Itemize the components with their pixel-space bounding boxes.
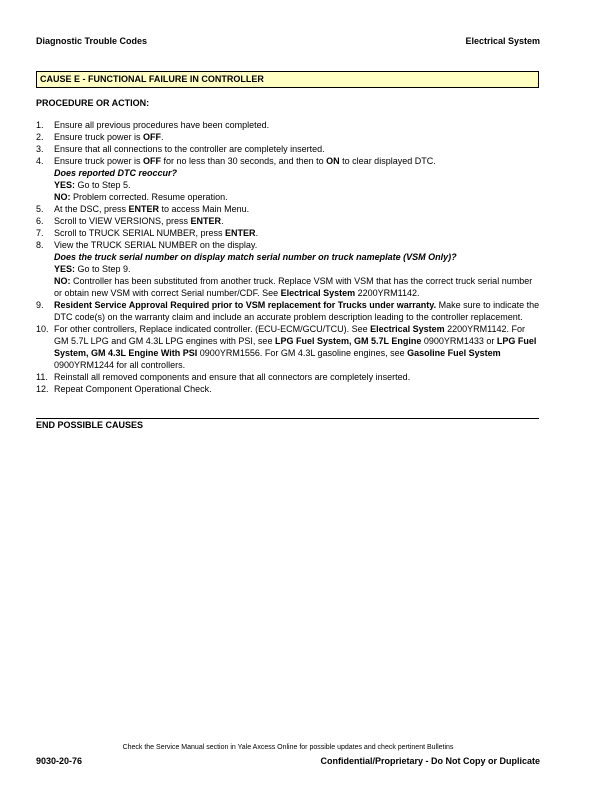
text-segment: Does the truck serial number on display match serial number on truck nameplate (VSM Only)? [54,252,457,262]
end-possible-causes: END POSSIBLE CAUSES [36,420,144,430]
text-segment: Reinstall all removed components and ensure that all connectors are completely inserted. [54,372,411,382]
text-segment: 2200YRM1142. For GM 5.7L LPG and GM 4.3L LPG engines with PSI, see [54,324,526,346]
step-text [54,119,541,131]
text-segment: Ensure truck power is [54,156,144,166]
text-segment: At the DSC, press [54,204,129,214]
procedure-step [36,239,541,299]
text-segment: . [255,228,259,238]
text-segment: Scroll to VIEW VERSIONS, press [54,216,191,226]
procedure-step [36,143,541,155]
header-chapter-title: Electrical System [465,36,540,46]
step-number: 10. [36,324,49,334]
text-segment: Does reported DTC reoccur? [54,168,178,178]
procedure-step [36,383,541,395]
text-segment: Controller has been substituted from another truck. Replace VSM with VSM that has the correct truck serial number or obtain new VSM with correct Serial number/CDF. See [54,276,533,298]
procedure-step [36,155,541,203]
step-subline [54,191,541,203]
text-segment: Electrical System [280,288,356,298]
text-segment: Go to Step 9. [75,264,131,274]
text-segment: ON [326,156,340,166]
step-number: 9. [36,300,44,310]
procedure-steps-list [36,119,541,395]
text-segment: LPG Fuel System, GM 4.3L Engine With PSI [54,336,537,358]
step-number: 1. [36,120,44,130]
step-number: 7. [36,228,44,238]
text-segment: 0900YRM1556. For GM 4.3L gasoline engines, see [197,348,408,358]
step-number: 4. [36,156,44,166]
text-segment: ENTER [128,204,160,214]
procedure-step [36,299,541,323]
step-text [54,227,541,239]
procedure-step [36,131,541,143]
text-segment: ENTER [225,228,256,238]
text-segment: Go to Step 5. [75,180,131,190]
procedure-step [36,203,541,215]
procedure-step [36,323,541,371]
text-segment: Scroll to TRUCK SERIAL NUMBER, press [54,228,226,238]
text-segment: Gasoline Fuel System [407,348,501,358]
text-segment: YES: [54,264,76,274]
text-segment: Repeat Component Operational Check. [54,384,212,394]
procedure-step [36,215,541,227]
procedure-step [36,119,541,131]
text-segment: View the TRUCK SERIAL NUMBER on the display. [54,240,258,250]
text-segment: . [161,132,164,142]
cause-title-box: CAUSE E - FUNCTIONAL FAILURE IN CONTROLLER [36,71,539,88]
text-segment: Electrical System [370,324,445,334]
text-segment: for no less than 30 seconds, and then to [161,156,327,166]
step-subline [54,275,541,299]
step-text [54,299,541,323]
text-segment: Ensure all previous procedures have been completed. [54,120,270,130]
text-segment: to access Main Menu. [159,204,250,214]
step-number: 3. [36,144,44,154]
step-text [54,155,541,167]
procedure-label: PROCEDURE OR ACTION: [36,98,150,108]
text-segment: NO: [54,276,71,286]
step-number: 12. [36,384,49,394]
step-number: 6. [36,216,44,226]
step-subline [54,167,541,179]
procedure-step [36,227,541,239]
step-subline [54,179,541,191]
text-segment: ENTER [190,216,222,226]
text-segment: YES: [54,180,76,190]
text-segment: to clear displayed DTC. [339,156,436,166]
footer-note: Check the Service Manual section in Yale Axcess Online for possible updates and check pertinent Bulletins [122,744,454,751]
step-number: 5. [36,204,44,214]
step-text [54,203,541,215]
text-segment: Ensure truck power is [54,132,144,142]
step-text [54,239,541,251]
step-text [54,371,541,383]
step-text [54,215,541,227]
step-subline [54,251,541,263]
text-segment: Resident Service Approval Required prior to VSM replacement for Trucks under warranty. [54,300,437,310]
text-segment: Problem corrected. Resume operation. [70,192,228,202]
step-text [54,323,541,371]
text-segment: For other controllers, Replace indicated controller. (ECU-ECM/GCU/TCU). See [54,324,371,334]
text-segment: Ensure that all connections to the controller are completely inserted. [54,144,325,154]
text-segment: NO: [54,192,71,202]
step-text [54,131,541,143]
text-segment: 0900YRM1244 for all controllers. [54,360,186,370]
step-number: 8. [36,240,44,250]
text-segment: LPG Fuel System, GM 5.7L Engine [274,336,422,346]
text-segment: OFF [143,132,162,142]
end-divider [36,418,539,419]
header-section-title: Diagnostic Trouble Codes [36,36,148,46]
text-segment: OFF [143,156,162,166]
step-number: 11. [36,372,48,382]
text-segment: Make sure to indicate the DTC code(s) on the warranty claim and include an accurate problem description leading to the controller replacement. [54,300,540,322]
confidentiality-notice: Confidential/Proprietary - Do Not Copy or Duplicate [320,756,540,766]
page-number: 9030-20-76 [36,756,83,766]
text-segment: . [221,216,224,226]
text-segment: 0900YRM1433 or [421,336,497,346]
step-subline [54,263,541,275]
text-segment: 2200YRM1142. [355,288,420,298]
procedure-step [36,371,541,383]
step-text [54,143,541,155]
step-text [54,383,541,395]
step-number: 2. [36,132,44,142]
